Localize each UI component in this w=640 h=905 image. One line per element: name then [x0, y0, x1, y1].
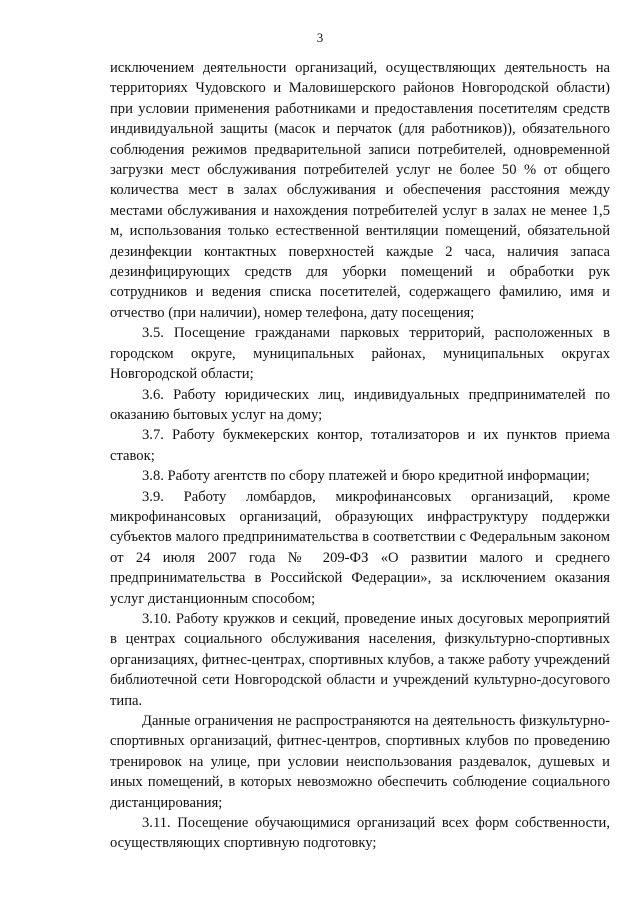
paragraph-3-7: 3.7. Работу букмекерских контор, тотализаторов и их пунктов приема ставок; [110, 427, 610, 464]
paragraph-continuation: исключением деятельности организаций, осуществляющих деятельность на территориях Чудовского и Маловишерского районов Новгородской области) при условии применения работниками и предоставления посетителям средств индивидуальной защиты (масок и перчаток (для работников)), обязательного соблюдения режимов предварительной записи потребителей, одновременной загрузки мест обслуживания потребителей услуг не более 50 % от общего количества мест в залах обслуживания и обеспечения расстояния между местами обслуживания и нахождения потребителей услуг в залах не менее 1,5 м, использования только естественной вентиляции помещений, обязательной дезинфекции контактных поверхностей каждые 2 часа, наличия запаса дезинфицирующих средств для уборки помещений и обработки рук сотрудников и ведения списка посетителей, содержащего фамилию, имя и отчество (при наличии), номер телефона, дату посещения; [110, 60, 610, 321]
paragraph-3-11: 3.11. Посещение обучающимися организаций всех форм собственности, осуществляющих спортивную подготовку; [110, 815, 610, 852]
page-number: 3 [316, 30, 324, 45]
document-body [110, 58, 610, 854]
paragraph-3-10: 3.10. Работу кружков и секций, проведение иных досуговых мероприятий в центрах социального обслуживания населения, физкультурно-спортивных организациях, фитнес-центрах, спортивных клубов, а также работу учреждений библиотечной сети Новгородской области и учреждений культурно-досугового типа. [110, 610, 610, 709]
paragraph-3-8: 3.8. Работу агентств по сбору платежей и бюро кредитной информации; [142, 468, 590, 485]
paragraph-3-5: 3.5. Посещение гражданами парковых территорий, расположенных в городском округе, муниципальных районах, муниципальных округах Новгородской области; [110, 325, 610, 383]
paragraph-3-6: 3.6. Работу юридических лиц, индивидуальных предпринимателей по оказанию бытовых услуг на дому; [110, 386, 610, 423]
paragraph-3-9: 3.9. Работу ломбардов, микрофинансовых организаций, кроме микрофинансовых организаций, образующих инфраструктуру поддержки субъектов малого предпринимательства в соответствии с Федеральным законом от 24 июля 2007 года № 209-ФЗ «О развитии малого и среднего предпринимательства в Российской Федерации», за исключением оказания услуг дистанционным способом; [110, 488, 610, 607]
paragraph-exceptions: Данные ограничения не распространяются на деятельность физкультурно-спортивных организаций, фитнес-центров, спортивных клубов по проведению тренировок на улице, при условии неиспользования раздевалок, душевых и иных помещений, в которых невозможно обеспечить соблюдение социального дистанцирования; [110, 713, 610, 811]
